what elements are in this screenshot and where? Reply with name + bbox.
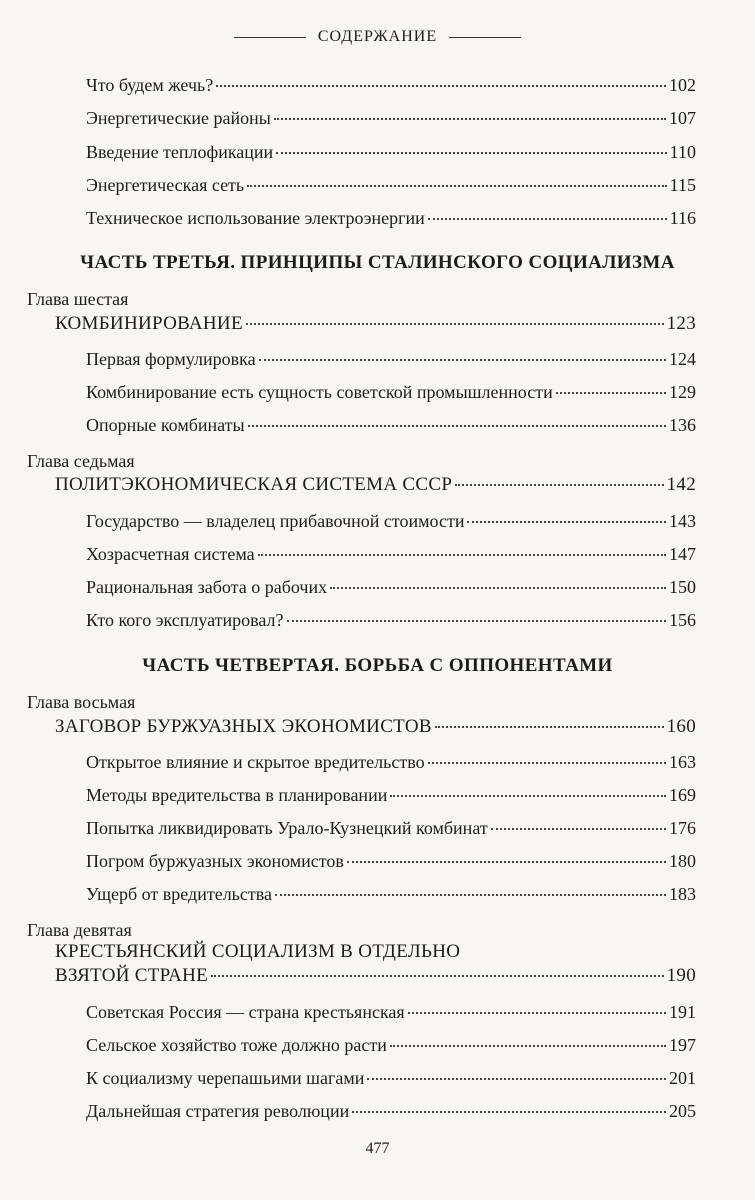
dot-leader bbox=[428, 218, 667, 220]
toc-entry-page: 124 bbox=[669, 349, 696, 369]
chapter-label: Глава восьмая bbox=[27, 692, 136, 712]
dot-leader bbox=[352, 1111, 666, 1113]
toc-entry-page: 191 bbox=[669, 1002, 696, 1022]
chapter-title-line1: КРЕСТЬЯНСКИЙ СОЦИАЛИЗМ В ОТДЕЛЬНО bbox=[55, 941, 461, 962]
dot-leader bbox=[248, 425, 666, 427]
toc-entry bbox=[86, 609, 696, 631]
dot-leader bbox=[258, 554, 666, 556]
chapter-page: 123 bbox=[666, 313, 696, 334]
toc-entry-page: 183 bbox=[669, 884, 696, 904]
chapter-label: Глава шестая bbox=[27, 289, 129, 309]
toc-entry bbox=[86, 174, 696, 196]
dot-leader bbox=[491, 828, 666, 830]
dot-leader bbox=[556, 392, 666, 394]
part-heading: ЧАСТЬ ЧЕТВЕРТАЯ. БОРЬБА С ОППОНЕНТАМИ bbox=[142, 655, 613, 676]
toc-entry-page: 176 bbox=[669, 818, 696, 838]
toc-entry-page: 110 bbox=[669, 142, 696, 162]
toc-entry-page: 180 bbox=[669, 851, 696, 871]
chapter-title: ЗАГОВОР БУРЖУАЗНЫХ ЭКОНОМИСТОВ bbox=[55, 716, 432, 737]
toc-entry-title: Ущерб от вредительства bbox=[86, 884, 272, 904]
toc-entry-title: Дальнейшая стратегия революции bbox=[86, 1101, 350, 1121]
toc-entry-page: 205 bbox=[669, 1101, 696, 1121]
dot-leader bbox=[330, 587, 666, 589]
toc-entry-page: 156 bbox=[669, 610, 696, 630]
toc-entry-title: Открытое влияние и скрытое вредительство bbox=[86, 752, 425, 772]
page-number: 477 bbox=[365, 1140, 390, 1157]
toc-entry-page: 201 bbox=[669, 1068, 696, 1088]
toc-entry-page: 169 bbox=[669, 785, 696, 805]
toc-entry-title: Советская Россия — страна крестьянская bbox=[86, 1002, 405, 1022]
chapter-title: КОМБИНИРОВАНИЕ bbox=[55, 313, 243, 334]
toc-entry-page: 102 bbox=[669, 75, 696, 95]
dot-leader bbox=[211, 975, 664, 977]
chapter-title-line2: ВЗЯТОЙ СТРАНЕ bbox=[55, 965, 209, 986]
header-rule-right bbox=[449, 37, 521, 38]
dot-leader bbox=[428, 762, 666, 764]
toc-entry-page: 116 bbox=[669, 208, 696, 228]
toc-entry-title: Сельское хозяйство тоже должно расти bbox=[86, 1035, 387, 1055]
toc-entry-title: Техническое использование электроэнергии bbox=[86, 208, 425, 228]
dot-leader bbox=[259, 359, 666, 361]
toc-entry-page: 107 bbox=[669, 108, 696, 128]
dot-leader bbox=[367, 1078, 666, 1080]
toc-entry-page: 147 bbox=[669, 544, 696, 564]
chapter-entry bbox=[55, 474, 696, 496]
toc-entry-title: Государство — владелец прибавочной стоимости bbox=[86, 511, 465, 531]
chapter-page: 142 bbox=[666, 474, 696, 495]
toc-entry bbox=[86, 107, 696, 129]
chapter-entry bbox=[55, 313, 696, 335]
toc-entry-page: 150 bbox=[669, 577, 696, 597]
toc-entry-title: Опорные комбинаты bbox=[86, 415, 245, 435]
toc-entry bbox=[86, 817, 696, 839]
chapter-entry bbox=[55, 716, 696, 738]
toc-entry bbox=[86, 883, 696, 905]
chapter-page: 190 bbox=[666, 965, 696, 986]
toc-entry-title: Попытка ликвидировать Урало-Кузнецкий комбинат bbox=[86, 818, 488, 838]
toc-entry bbox=[86, 141, 696, 163]
toc-entry-page: 129 bbox=[669, 382, 696, 402]
toc-entry bbox=[86, 850, 696, 872]
toc-entry-title: К социализму черепашьими шагами bbox=[86, 1068, 365, 1088]
dot-leader bbox=[287, 620, 666, 622]
dot-leader bbox=[390, 1045, 666, 1047]
toc-entry bbox=[86, 1100, 696, 1122]
dot-leader bbox=[247, 185, 667, 187]
dot-leader bbox=[276, 152, 666, 154]
toc-entry bbox=[86, 1067, 696, 1089]
chapter-entry bbox=[55, 965, 696, 987]
toc-entry bbox=[86, 1001, 696, 1023]
dot-leader bbox=[347, 861, 666, 863]
toc-entry bbox=[86, 510, 696, 532]
toc-entry bbox=[86, 751, 696, 773]
toc-entry-title: Введение теплофикации bbox=[86, 142, 274, 162]
toc-entry-title: Кто кого эксплуатировал? bbox=[86, 610, 284, 630]
dot-leader bbox=[246, 323, 664, 325]
dot-leader bbox=[467, 521, 666, 523]
toc-entry-title: Погром буржуазных экономистов bbox=[86, 851, 344, 871]
dot-leader bbox=[275, 894, 666, 896]
toc-entry bbox=[86, 74, 696, 96]
dot-leader bbox=[216, 85, 666, 87]
dot-leader bbox=[390, 795, 666, 797]
toc-entry bbox=[86, 414, 696, 436]
toc-entry-title: Методы вредительства в планировании bbox=[86, 785, 388, 805]
toc-entry-page: 143 bbox=[669, 511, 696, 531]
toc-entry bbox=[86, 207, 696, 229]
toc-entry-page: 115 bbox=[669, 175, 696, 195]
toc-entry-title: Рациональная забота о рабочих bbox=[86, 577, 328, 597]
header-title: СОДЕРЖАНИЕ bbox=[317, 28, 438, 45]
toc-entry bbox=[86, 348, 696, 370]
chapter-page: 160 bbox=[666, 716, 696, 737]
toc-entry-title: Энергетические районы bbox=[86, 108, 271, 128]
toc-entry-title: Энергетическая сеть bbox=[86, 175, 245, 195]
dot-leader bbox=[435, 726, 664, 728]
toc-entry bbox=[86, 381, 696, 403]
part-heading: ЧАСТЬ ТРЕТЬЯ. ПРИНЦИПЫ СТАЛИНСКОГО СОЦИАЛИЗМА bbox=[80, 252, 675, 273]
toc-entry-title: Комбинирование есть сущность советской промышленности bbox=[86, 382, 553, 402]
toc-entry-page: 136 bbox=[669, 415, 696, 435]
toc-entry-title: Хозрасчетная система bbox=[86, 544, 255, 564]
dot-leader bbox=[274, 118, 666, 120]
toc-entry-title: Первая формулировка bbox=[86, 349, 256, 369]
dot-leader bbox=[455, 484, 663, 486]
chapter-title: ПОЛИТЭКОНОМИЧЕСКАЯ СИСТЕМА СССР bbox=[55, 474, 453, 495]
toc-entry bbox=[86, 543, 696, 565]
running-header bbox=[0, 28, 755, 46]
dot-leader bbox=[408, 1012, 666, 1014]
header-rule-left bbox=[234, 37, 306, 38]
toc-entry bbox=[86, 576, 696, 598]
toc-entry-title: Что будем жечь? bbox=[86, 75, 214, 95]
toc-entry bbox=[86, 784, 696, 806]
toc-entry-page: 163 bbox=[669, 752, 696, 772]
chapter-label: Глава девятая bbox=[27, 920, 132, 940]
chapter-label: Глава седьмая bbox=[27, 451, 135, 471]
toc-entry bbox=[86, 1034, 696, 1056]
toc-entry-page: 197 bbox=[669, 1035, 696, 1055]
